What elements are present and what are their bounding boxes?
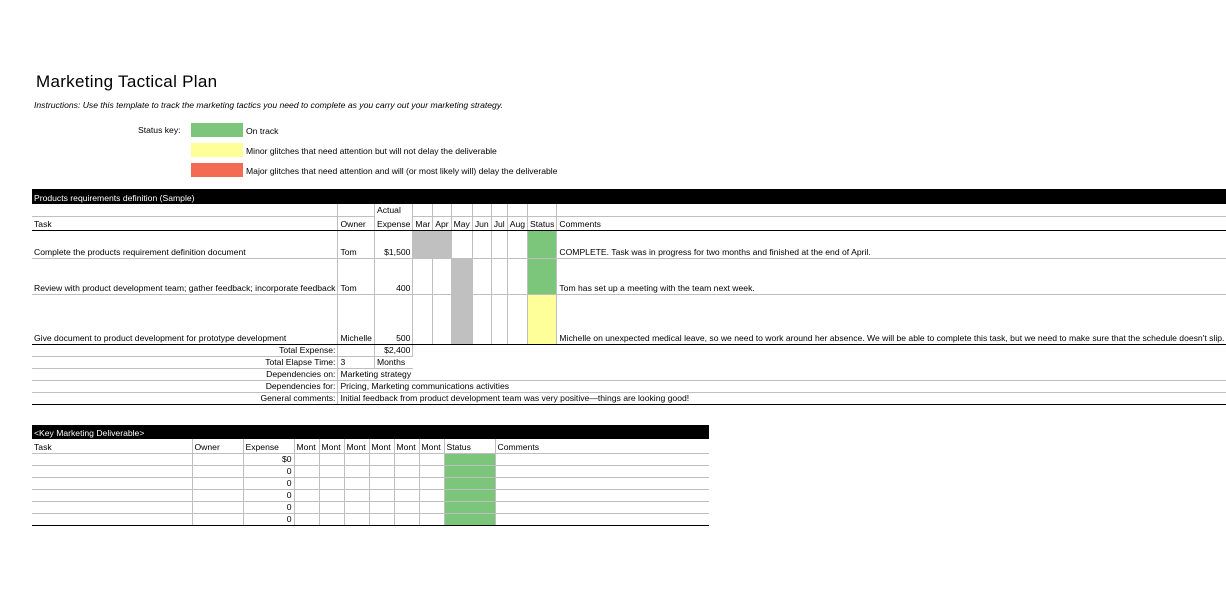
- expense-cell: 0: [243, 513, 294, 525]
- col-task: Task: [32, 216, 338, 230]
- sample-table: [32, 189, 1226, 405]
- month-cell: [472, 258, 491, 294]
- dep-on-value: Marketing strategy: [338, 368, 1226, 380]
- month-cell: [491, 258, 507, 294]
- task-cell: Give document to product development for prototype development: [32, 294, 338, 344]
- task-cell: Complete the products requirement definition document: [32, 230, 338, 258]
- col-expense: Expense: [374, 216, 412, 230]
- deliverable-table: [32, 425, 709, 526]
- dep-on-label: Dependencies on:: [32, 368, 338, 380]
- comments-cell: Michelle on unexpected medical leave, so we need to work around her absence. We will be able to complete this task, but we need to make sure that the schedule doesn't slip.: [557, 294, 1226, 344]
- dep-for-value: Pricing, Marketing communications activities: [338, 380, 1226, 392]
- col-month: Mar: [413, 216, 433, 230]
- col-actual: Actual: [374, 204, 412, 216]
- expense-cell: 500: [374, 294, 412, 344]
- sample-header: Products requirements definition (Sample): [32, 189, 1226, 204]
- table-row: [32, 477, 709, 489]
- col-month: Jul: [491, 216, 507, 230]
- status-cell: [444, 453, 495, 465]
- elapse-unit: Months: [374, 356, 412, 368]
- total-expense-value: $2,400: [374, 344, 412, 356]
- col-expense: Expense: [243, 439, 294, 453]
- table-row: [32, 294, 1226, 344]
- status-cell: [528, 258, 557, 294]
- swatch-major: [191, 163, 243, 177]
- page-title: Marketing Tactical Plan: [36, 72, 218, 91]
- month-cell: [451, 230, 472, 258]
- col-month: May: [451, 216, 472, 230]
- col-owner: Owner: [338, 216, 375, 230]
- owner-cell: Tom: [338, 258, 375, 294]
- table-row: [32, 230, 1226, 258]
- general-label: General comments:: [32, 392, 338, 404]
- expense-cell: 0: [243, 477, 294, 489]
- month-cell: [433, 294, 451, 344]
- status-cell: [528, 230, 557, 258]
- col-month: Mont: [419, 439, 444, 453]
- key-major: Major glitches that need attention and will (or most likely will) delay the deliverable: [246, 166, 558, 176]
- key-minor: Minor glitches that need attention but will not delay the deliverable: [246, 146, 497, 156]
- col-month: Apr: [433, 216, 451, 230]
- swatch-minor: [191, 143, 243, 157]
- col-status: Status: [444, 439, 495, 453]
- month-cell: [433, 258, 451, 294]
- task-cell: Review with product development team; gather feedback; incorporate feedback: [32, 258, 338, 294]
- month-cell: [451, 294, 472, 344]
- col-month: Jun: [472, 216, 491, 230]
- month-cell: [472, 230, 491, 258]
- table-row: [32, 489, 709, 501]
- status-cell: [444, 465, 495, 477]
- swatch-on-track: [191, 123, 243, 137]
- status-cell: [444, 513, 495, 525]
- dep-for-label: Dependencies for:: [32, 380, 338, 392]
- deliverable-header: <Key Marketing Deliverable>: [32, 425, 709, 439]
- month-cell: [507, 294, 527, 344]
- elapse-value: 3: [338, 356, 375, 368]
- month-cell: [433, 230, 451, 258]
- status-cell: [444, 477, 495, 489]
- month-cell: [451, 258, 472, 294]
- col-month: Aug: [507, 216, 527, 230]
- expense-cell: 0: [243, 501, 294, 513]
- owner-cell: Michelle: [338, 294, 375, 344]
- status-cell: [528, 294, 557, 344]
- table-row: [32, 258, 1226, 294]
- table-row: [32, 513, 709, 525]
- month-cell: [413, 258, 433, 294]
- col-owner: Owner: [192, 439, 243, 453]
- table-row: [32, 501, 709, 513]
- col-month: Mont: [294, 439, 319, 453]
- month-cell: [413, 294, 433, 344]
- col-month: Mont: [394, 439, 419, 453]
- table-row: [32, 453, 709, 465]
- col-comments: Comments: [557, 216, 1226, 230]
- comments-cell: Tom has set up a meeting with the team next week.: [557, 258, 1226, 294]
- expense-cell: $0: [243, 453, 294, 465]
- expense-cell: $1,500: [374, 230, 412, 258]
- instructions: Instructions: Use this template to track the marketing tactics you need to complete as you carry out your marketing strategy.: [34, 100, 503, 110]
- comments-cell: COMPLETE. Task was in progress for two months and finished at the end of April.: [557, 230, 1226, 258]
- month-cell: [472, 294, 491, 344]
- expense-cell: 400: [374, 258, 412, 294]
- elapse-label: Total Elapse Time:: [32, 356, 338, 368]
- month-cell: [507, 230, 527, 258]
- general-value: Initial feedback from product development team was very positive—things are looking good!: [338, 392, 1226, 404]
- key-on-track: On track: [246, 126, 279, 136]
- col-month: Mont: [344, 439, 369, 453]
- expense-cell: 0: [243, 489, 294, 501]
- month-cell: [491, 294, 507, 344]
- total-expense-label: Total Expense:: [32, 344, 338, 356]
- owner-cell: Tom: [338, 230, 375, 258]
- col-month: Mont: [369, 439, 394, 453]
- col-status: Status: [528, 216, 557, 230]
- status-key-label: Status key:: [138, 125, 181, 135]
- status-cell: [444, 489, 495, 501]
- month-cell: [413, 230, 433, 258]
- month-cell: [491, 230, 507, 258]
- col-task: Task: [32, 439, 192, 453]
- status-cell: [444, 501, 495, 513]
- col-comments: Comments: [495, 439, 709, 453]
- table-row: [32, 465, 709, 477]
- expense-cell: 0: [243, 465, 294, 477]
- col-month: Mont: [319, 439, 344, 453]
- month-cell: [507, 258, 527, 294]
